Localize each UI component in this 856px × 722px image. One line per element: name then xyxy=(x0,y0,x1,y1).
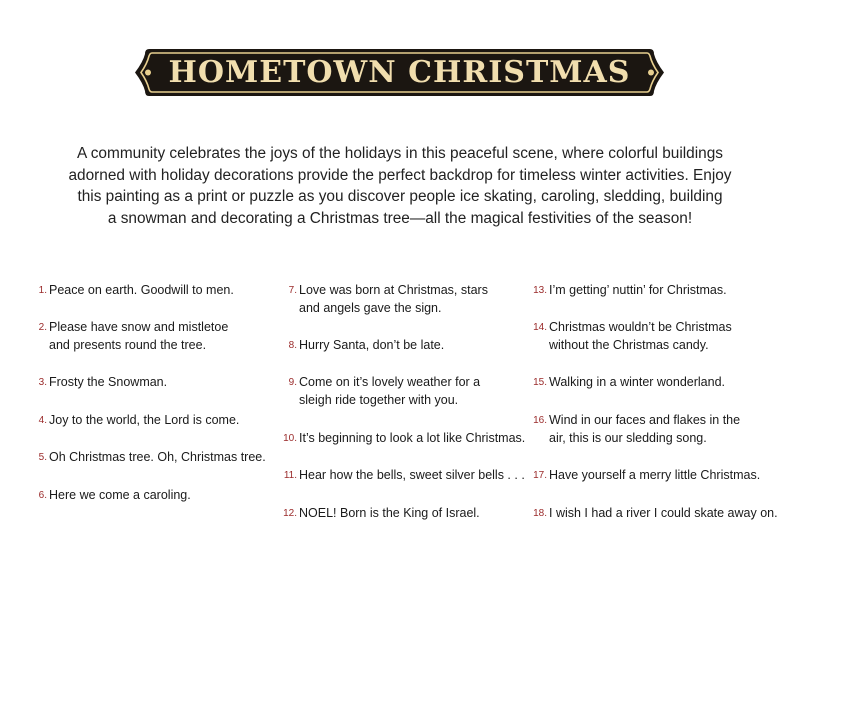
clue-text xyxy=(49,412,239,430)
clue-text xyxy=(549,374,725,392)
clue-line: Here we come a caroling. xyxy=(49,488,191,502)
clue-line: and presents round the tree. xyxy=(49,337,207,352)
clue-line: Joy to the world, the Lord is come. xyxy=(49,413,240,427)
clue-line: I wish I had a river I could skate away on. xyxy=(549,506,778,520)
clue-line: Frosty the Snowman. xyxy=(49,375,168,389)
clue-text xyxy=(49,449,266,467)
clue-number: 9. xyxy=(288,377,297,388)
clue-number: 14. xyxy=(533,322,547,333)
clue-line: Oh Christmas tree. Oh, Christmas tree. xyxy=(49,450,266,464)
clue-text xyxy=(49,282,234,300)
clue-number: 5. xyxy=(38,452,47,463)
clue-line: It’s beginning to look a lot like Christmas. xyxy=(299,431,526,445)
clue-line: Hear how the bells, sweet silver bells . . . xyxy=(299,468,525,482)
clue-text xyxy=(299,374,480,409)
clue-number: 12. xyxy=(283,508,297,519)
clue-number: 15. xyxy=(533,377,547,388)
intro-paragraph xyxy=(60,143,740,229)
clue-line: Please have snow and mistletoe xyxy=(49,320,229,334)
intro-line: a snowman and decorating a Christmas tree—all the magical festivities of the season! xyxy=(107,209,693,227)
clue-line: sleigh ride together with you. xyxy=(299,392,459,407)
clue-text xyxy=(299,282,488,317)
clue-line: without the Christmas candy. xyxy=(549,337,709,352)
clue-text xyxy=(49,487,191,505)
clue-number: 1. xyxy=(38,285,47,296)
clue-line: Christmas wouldn’t be Christmas xyxy=(549,320,732,334)
intro-line: adorned with holiday decorations provide the perfect backdrop for timeless winter activities. Enjoy xyxy=(68,166,732,184)
clue-text xyxy=(549,319,732,354)
clue-number: 13. xyxy=(533,285,547,296)
clue-text xyxy=(299,505,480,523)
clue-line: and angels gave the sign. xyxy=(299,300,442,315)
clue-line: air, this is our sledding song. xyxy=(549,430,707,445)
clue-number: 16. xyxy=(533,415,547,426)
clue-number: 2. xyxy=(38,322,47,333)
clue-line: Have yourself a merry little Christmas. xyxy=(549,468,761,482)
clue-number: 8. xyxy=(288,340,297,351)
clue-text xyxy=(299,467,525,485)
clue-line: Peace on earth. Goodwill to men. xyxy=(49,283,234,297)
clue-number: 10. xyxy=(283,433,297,444)
clue-text xyxy=(49,319,228,354)
clue-number: 17. xyxy=(533,470,547,481)
clue-number: 7. xyxy=(288,285,297,296)
title-banner xyxy=(135,49,664,96)
clue-number: 4. xyxy=(38,415,47,426)
clue-line: Hurry Santa, don’t be late. xyxy=(299,338,445,352)
clue-line: Love was born at Christmas, stars xyxy=(299,283,488,297)
clue-number: 6. xyxy=(38,490,47,501)
clue-line: NOEL! Born is the King of Israel. xyxy=(299,506,480,520)
clue-text xyxy=(549,282,727,300)
clue-number: 18. xyxy=(533,508,547,519)
clue-number: 3. xyxy=(38,377,47,388)
intro-line: this painting as a print or puzzle as you discover people ice skating, caroling, sledding, building xyxy=(77,188,723,205)
clue-text xyxy=(49,374,167,392)
clue-line: Wind in our faces and flakes in the xyxy=(549,413,741,427)
clue-text xyxy=(549,412,740,447)
intro-line: A community celebrates the joys of the holidays in this peaceful scene, where colorful buildings xyxy=(77,145,723,162)
clue-line: Come on it’s lovely weather for a xyxy=(299,375,481,389)
clue-text xyxy=(299,430,525,448)
clue-line: I’m getting’ nuttin’ for Christmas. xyxy=(549,283,727,297)
clue-line: Walking in a winter wonderland. xyxy=(549,375,726,389)
clue-text xyxy=(299,337,444,355)
page-title: HOMETOWN CHRISTMAS xyxy=(168,55,631,90)
clue-number: 11. xyxy=(283,470,297,481)
clue-text xyxy=(549,467,760,485)
clue-text xyxy=(549,505,778,523)
